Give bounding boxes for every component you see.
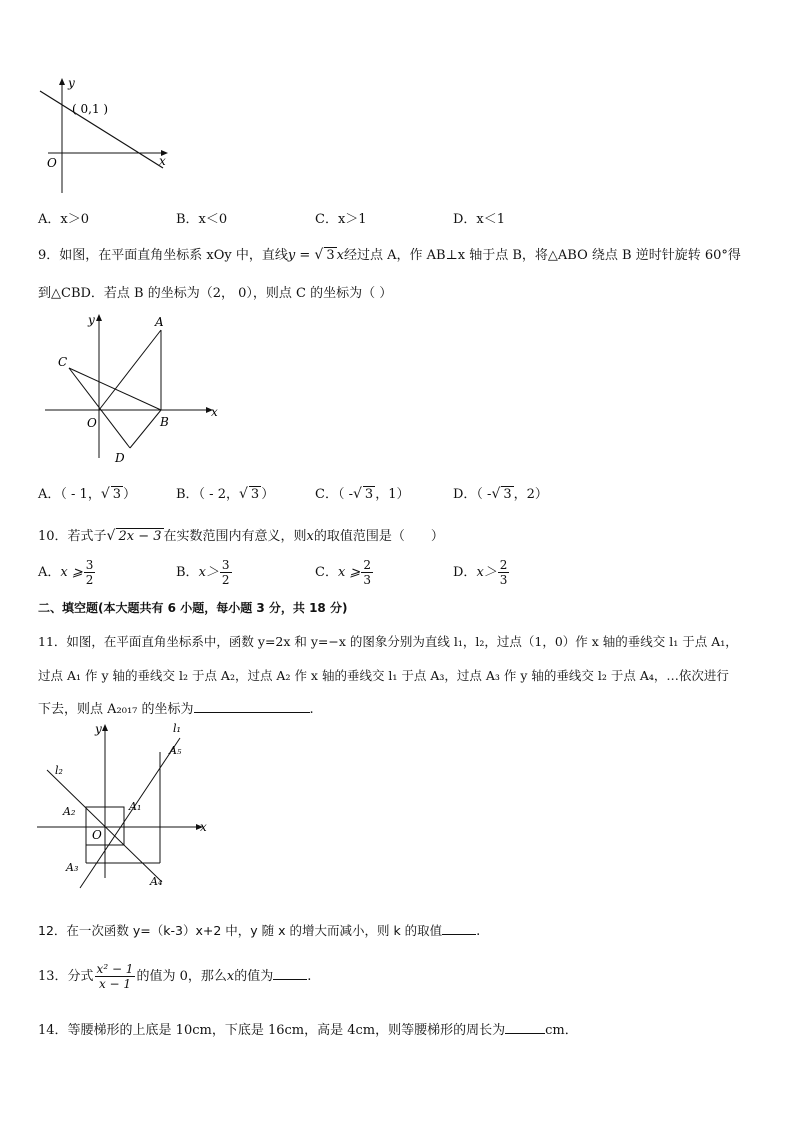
A2-label: A₂ [63,805,76,818]
q9-option-b-post: ） [261,487,275,502]
q9-text-b: 经过点 A，作 AB⊥x 轴于点 B，将△ABO 绕点 B 逆时针旋转 60°得 [343,248,741,263]
point-O-label: O [87,416,97,430]
q10-option-a-pre: A． [38,565,61,580]
segment-CB [69,368,161,410]
A4-label: A₄ [150,875,163,888]
answer-blank[interactable] [273,967,307,980]
q11-line3 [38,698,314,717]
y-label: y [88,313,95,327]
q9-option-d[interactable] [453,483,548,502]
q10-option-c[interactable] [315,558,374,587]
segment-DB [130,410,161,448]
q9-figure [40,310,230,470]
sqrt-sign: √ [238,486,248,502]
segment-OA [99,330,161,410]
q11-line3-end: . [309,702,314,717]
q11-line1: 11．如图，在平面直角坐标系中，函数 y=2x 和 y=−x 的图象分别为直线 l₁，l₂，过点（1，0）作 x 轴的垂线交 l₁ 于点 A₁， [38,634,738,649]
q9-text-a: 9．如图，在平面直角坐标系 xOy 中，直线 [38,248,288,263]
origin-label: O [47,156,57,170]
q10-option-b-rel: x＞ [198,565,219,580]
frac-numerator: 3 [85,558,94,572]
x-axis-label: x [159,154,166,168]
q8-figure [30,75,180,200]
q10-option-c-rel: x ⩾ [337,565,361,580]
q9-option-d-pre: D．（ - [453,487,492,502]
q13-line [38,962,311,991]
q9-option-b-pre: B．（ - 2， [176,487,239,502]
frac-denominator: 3 [499,573,508,587]
q10-pre: 10．若式子 [38,529,107,544]
O-label: O [92,828,102,842]
q12-end: . [476,924,481,939]
y-axis-arrow [102,724,108,731]
y-axis-label: y [68,76,75,90]
q9-eq-rad: 3 [326,248,335,263]
q13-var: x [226,969,235,984]
q13-frac [95,962,136,991]
q10-option-b-frac [220,558,232,587]
q10-option-c-pre: C． [315,565,338,580]
frac-numerator: 2 [499,558,508,572]
q10-option-b-pre: B． [176,565,199,580]
sqrt-sign: √ [100,486,110,502]
q14-line [38,1019,578,1038]
q9-line1 [38,244,741,263]
q9-option-a-post: ） [123,487,137,502]
q9-option-b-rad: 3 [250,487,260,502]
q9-option-a-rad: 3 [112,487,122,502]
sqrt-sign: √ [314,247,324,263]
q8-option-c[interactable]: C．x＞1 [315,212,367,227]
point-D-label: D [115,451,125,465]
x-label: x [211,405,218,419]
q9-option-a-pre: A．（ - 1， [38,487,101,502]
frac-denominator: x − 1 [98,977,132,991]
q12-line [38,921,480,939]
q13-pre: 13．分式 [38,969,94,984]
sqrt-sign: √ [352,486,362,502]
A3-label: A₃ [66,861,79,874]
l2-label: l₂ [55,764,63,777]
q9-option-c-pre: C．（ - [315,487,353,502]
y-axis-arrow [96,314,102,321]
q10-post-b: 的取值范围是（ ） [313,529,444,544]
q10-line [38,525,444,544]
q10-option-d-rel: x＞ [476,565,497,580]
q9-line2: 到△CBD．若点 B 的坐标为（2， 0），则点 C 的坐标为（ ） [38,286,393,301]
point-C-label: C [58,355,68,369]
q8-option-d[interactable]: D．x＜1 [453,212,506,227]
q10-option-a-rel: x ⩾ [60,565,83,580]
q11-figure [30,718,220,900]
q9-option-c[interactable] [315,483,409,502]
q10-var: x [306,529,314,544]
q12-text: 12．在一次函数 y=（k-3）x+2 中，y 随 x 的增大而减小，则 k 的取值 [38,923,443,938]
point-label: ( 0,1 ) [72,102,109,116]
answer-blank[interactable] [194,700,310,713]
point-A-label: A [155,315,164,329]
q9-option-a[interactable] [38,483,136,502]
l1-label: l₁ [173,722,181,735]
q9-option-d-rad: 3 [503,487,512,502]
q8-option-a[interactable]: A．x＞0 [38,212,89,227]
q10-option-b[interactable] [176,558,233,587]
answer-blank[interactable] [505,1021,545,1034]
q9-eq-mid: = [295,248,315,263]
sqrt-sign: √ [106,528,116,544]
y-axis-arrow [59,78,65,85]
q14-post: cm． [545,1023,578,1038]
A1-label: A₁ [129,800,142,813]
point-B-label: B [160,415,169,429]
frac-denominator: 2 [221,573,230,587]
q9-option-c-post: ，1） [375,487,410,502]
q10-option-d[interactable] [453,558,510,587]
q11-line3-text: 下去，则点 A₂₀₁₇ 的坐标为 [38,702,194,717]
frac-numerator: x² − 1 [96,962,134,976]
q10-post-a: 在实数范围内有意义，则 [163,529,307,544]
q13-mid: 的值为 0，那么 [136,969,227,984]
answer-blank[interactable] [442,922,476,935]
q14-pre: 14．等腰梯形的上底是 10cm，下底是 16cm，高是 4cm，则等腰梯形的周长为 [38,1023,506,1038]
q8-option-b[interactable]: B．x＜0 [176,212,228,227]
frac-denominator: 2 [85,573,94,587]
q13-post: 的值为 [234,969,274,984]
y-label: y [95,722,102,736]
q10-option-d-frac [498,558,510,587]
frac-numerator: 3 [221,558,230,572]
line-l1 [80,738,180,888]
frac-denominator: 3 [363,573,371,587]
sqrt-sign: √ [491,486,501,502]
q9-option-b[interactable] [176,483,274,502]
q11-line2: 过点 A₁ 作 y 轴的垂线交 l₂ 于点 A₂，过点 A₂ 作 x 轴的垂线交 l₁ 于点 A₃，过点 A₃ 作 y 轴的垂线交 l₂ 于点 A₄，…依次进行 [38,668,729,683]
section-heading: 二、填空题(本大题共有 6 小题，每小题 3 分，共 18 分) [38,601,348,615]
q10-option-a[interactable] [38,558,96,587]
frac-numerator: 2 [363,558,371,572]
q9-option-c-rad: 3 [364,487,374,502]
q10-radicand: 2x − 3 [118,529,162,544]
A5-label: A₅ [169,744,182,757]
q9-eq-y: y [287,248,296,263]
q13-end: . [307,969,312,984]
x-label: x [200,820,207,834]
q9-option-d-post: ，2） [513,487,548,502]
q10-option-a-frac [84,558,96,587]
q9-eq-x: x [336,248,344,263]
q10-option-d-pre: D． [453,565,477,580]
q10-option-c-frac [361,558,373,587]
